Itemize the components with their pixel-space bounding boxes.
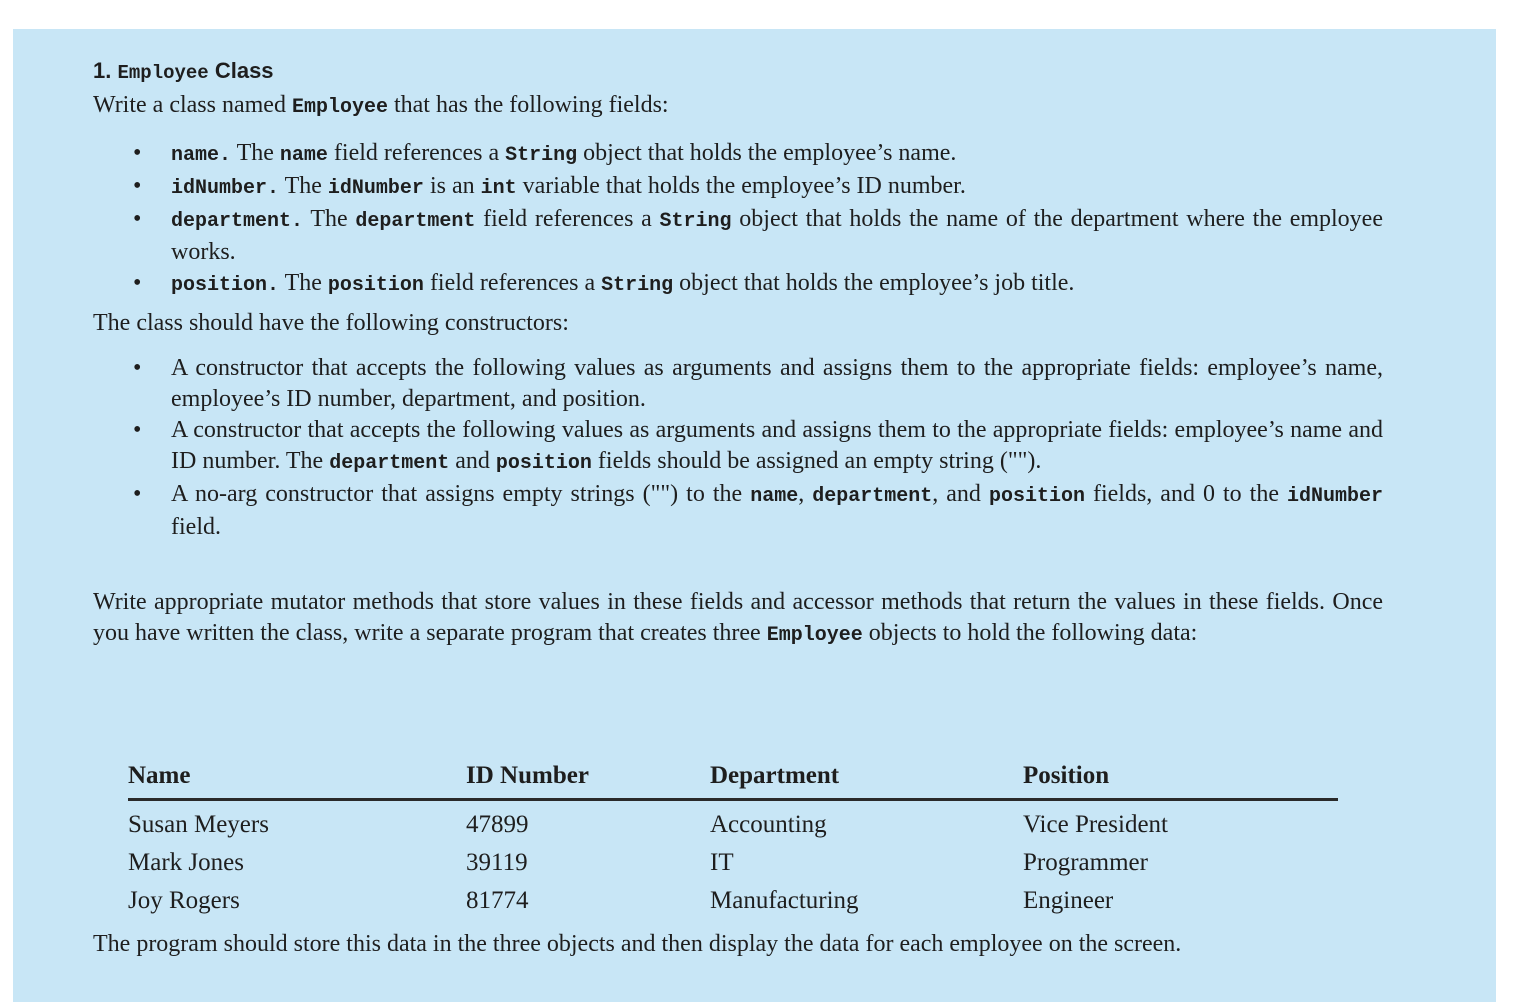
field-text: The [279,270,328,296]
field-text: The [303,206,356,232]
constructor-text: and [449,448,496,474]
constructor-code: position [495,452,592,475]
field-code: idNumber [327,177,424,200]
constructor-item-partial [133,415,1383,479]
field-item-name [133,138,1383,171]
field-code: department [355,210,476,233]
constructor-code: idNumber [1286,485,1383,508]
fields-list [133,138,1383,301]
table-header-row [128,762,1338,800]
closing-paragraph: The program should store this data in the three objects and then display the data for each employee on the screen. [93,931,1182,957]
table-row [128,800,1338,840]
cell-id-number: 47899 [466,811,529,838]
cell-position: Programmer [1023,849,1148,876]
intro-paragraph [93,90,1383,123]
field-text: is an [423,173,481,199]
cell-name: Joy Rogers [128,887,240,914]
field-text: object that holds the name of the department where the employee works. [171,206,1383,265]
exercise-title-word: Class [214,58,274,83]
intro-class-code: Employee [291,96,388,119]
cell-department: Manufacturing [710,887,859,914]
constructor-code: department [329,452,450,475]
cell-department: IT [710,849,734,876]
exercise-title-code: Employee [117,62,209,84]
constructor-code: department [812,485,933,508]
exercise-panel [13,29,1496,1002]
field-code: position [327,274,424,297]
field-code: int [480,177,517,200]
constructor-code: position [988,485,1085,508]
constructor-text: A no-arg constructor that assigns empty strings ("") to the [171,481,751,507]
cell-name: Susan Meyers [128,811,269,838]
field-text: field references a [327,140,506,166]
table-row [128,877,1338,915]
header-department: Department [710,762,1023,800]
header-position: Position [1023,762,1338,800]
field-item-position [133,268,1383,301]
field-code: department. [171,210,304,233]
constructor-item-no-arg [133,479,1383,543]
cell-id-number: 81774 [466,887,529,914]
constructor-text: A constructor that accepts the following values as arguments and assigns them to the appropriate fields: employee’s name and ID number. The [171,417,1383,474]
field-item-idnumber [133,171,1383,204]
constructor-code: name [750,485,799,508]
constructors-list [133,353,1383,543]
constructors-intro: The class should have the following constructors: [93,310,569,336]
exercise-title [93,57,274,87]
employee-data-table [128,762,1338,915]
constructor-text: fields should be assigned an empty string (""). [591,448,1042,474]
field-text: The [231,140,280,166]
mutator-text-before: Write appropriate mutator methods that store values in these fields and accessor methods that return the values in these fields. Once you have written the class, write a separate program that creates three [93,589,1383,646]
constructor-item-full: • A constructor that accepts the following values as arguments and assigns them to the appropriate fields: employee’s name, employee’s ID number, department, and position. [133,353,1383,415]
constructor-text: , and [932,481,989,507]
exercise-number: 1. [93,58,112,83]
header-name: Name [128,762,466,800]
field-code: name [279,144,328,167]
mutator-text-after: objects to hold the following data: [862,620,1198,646]
intro-text-after: that has the following fields: [387,92,669,118]
field-code: position. [171,274,280,297]
field-text: object that holds the employee’s name. [577,140,957,166]
field-code: idNumber. [171,177,280,200]
field-text: variable that holds the employee’s ID number. [516,173,966,199]
cell-position: Vice President [1023,811,1168,838]
cell-position: Engineer [1023,887,1114,914]
field-code: String [659,210,732,233]
field-text: The [279,173,328,199]
field-text: object that holds the employee’s job title. [673,270,1075,296]
constructor-text: fields, and 0 to the [1084,481,1287,507]
table-row [128,839,1338,877]
field-code: String [601,274,674,297]
intro-text-before: Write a class named [93,92,292,118]
field-text: field references a [423,270,602,296]
constructor-text: field. [171,514,221,540]
cell-id-number: 39119 [466,849,528,876]
field-item-department [133,204,1383,268]
mutator-paragraph [93,587,1383,651]
constructor-text: , [798,481,813,507]
cell-name: Mark Jones [128,849,244,876]
mutator-class-code: Employee [766,624,863,647]
field-code: name. [171,144,232,167]
cell-department: Accounting [710,811,827,838]
header-id-number: ID Number [466,762,710,800]
field-text: field references a [475,206,660,232]
field-code: String [505,144,578,167]
